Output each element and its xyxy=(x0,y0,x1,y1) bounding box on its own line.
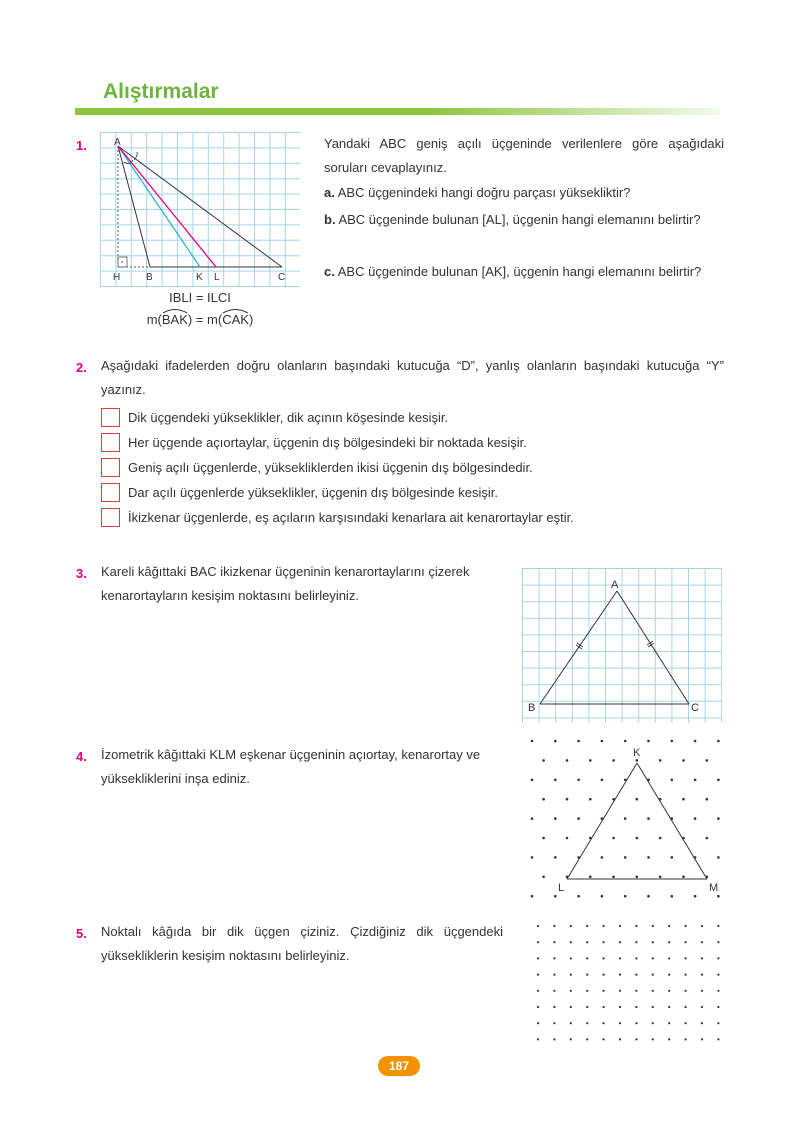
q5-number: 5. xyxy=(76,926,87,941)
q2-answer-box-3[interactable] xyxy=(101,458,120,477)
q3-grid-figure xyxy=(522,568,722,723)
q1-intro: Yandaki ABC geniş açılı üçgeninde verilenlere göre aşağıdaki soruları cevaplayınız. xyxy=(324,136,724,175)
q4-isometric-figure xyxy=(522,733,732,903)
q1-label-H: H xyxy=(113,272,121,283)
q2-statement-5: İkizkenar üçgenlerde, eş açıların karşısındaki kenarlara ait kenarortaylar eştir. xyxy=(128,510,574,525)
q4-text: İzometrik kâğıttaki KLM eşkenar üçgeninin açıortay, kenarortay ve yüksekliklerini inşa ediniz. xyxy=(101,747,481,786)
q3-text: Kareli kâğıttaki BAC ikizkenar üçgeninin kenarortaylarını çizerek kenarortayların kesişim noktasını belirleyiniz. xyxy=(101,564,470,603)
q5-dotted-paper[interactable] xyxy=(530,920,730,1050)
q4-number: 4. xyxy=(76,749,87,764)
q1-label-C: C xyxy=(278,272,286,283)
q3-label-B: B xyxy=(528,702,536,714)
q1-item-b: b. ABC üçgeninde bulunan [AL], üçgenin hangi elemanını belirtir? xyxy=(324,212,701,227)
q3-label-C: C xyxy=(691,702,699,714)
q1-side-AB xyxy=(118,146,150,267)
q2-statement-2: Her üçgende açıortaylar, üçgenin dış bölgesindeki bir noktada kesişir. xyxy=(128,435,527,450)
q3-grid-lines xyxy=(522,568,722,723)
page-number-badge: 187 xyxy=(378,1056,420,1076)
q1-label-B: B xyxy=(146,272,153,283)
q2-answer-box-1[interactable] xyxy=(101,408,120,427)
q2-answer-box-5[interactable] xyxy=(101,508,120,527)
q3-label-A: A xyxy=(611,579,619,591)
q4-label-M: M xyxy=(709,882,719,894)
q5-dots xyxy=(537,925,720,1041)
q1-median-AL xyxy=(118,146,216,267)
q1-grid-figure xyxy=(100,132,300,287)
q2-statement-3: Geniş açılı üçgenlerde, yüksekliklerden ikisi üçgenin dış bölgesindedir. xyxy=(128,460,533,475)
q1-label-L: L xyxy=(214,272,220,283)
q4-label-L: L xyxy=(558,882,565,894)
q1-angle-BAK: BAK xyxy=(161,312,188,327)
q3-side-AC xyxy=(617,591,689,704)
q2-number: 2. xyxy=(76,360,87,375)
q2-answer-box-2[interactable] xyxy=(101,433,120,452)
q1-label-A: A xyxy=(114,137,121,148)
q1-label-K: K xyxy=(196,272,203,283)
q2-statement-1: Dik üçgendeki yükseklikler, dik açının köşesinde kesişir. xyxy=(128,410,449,425)
q2-intro: Aşağıdaki ifadelerden doğru olanların başındaki kutucuğa “D”, yanlış olanların başındaki kutucuğa “Y” yazınız. xyxy=(101,358,724,397)
q3-equal-side-ticks xyxy=(576,641,654,649)
q1-item-a: a. ABC üçgenindeki hangi doğru parçası yüksekliktir? xyxy=(324,185,631,200)
q1-angle-CAK: CAK xyxy=(222,312,249,327)
q1-bisector-AK xyxy=(118,146,200,267)
page-title: Alıştırmalar xyxy=(103,80,219,103)
title-underline xyxy=(75,108,720,115)
q3-number: 3. xyxy=(76,566,87,581)
q1-item-c: c. ABC üçgeninde bulunan [AK], üçgenin hangi elemanını belirtir? xyxy=(324,264,702,279)
q1-caption-equal-lengths: IBLI = ILCI xyxy=(169,290,231,305)
q1-side-AC xyxy=(118,146,282,267)
q2-answer-box-4[interactable] xyxy=(101,483,120,502)
q1-number: 1. xyxy=(76,138,87,153)
q4-isometric-dots xyxy=(531,740,720,898)
q2-statement-4: Dar açılı üçgenlerde yükseklikler, üçgenin dış bölgesinde kesişir. xyxy=(128,485,498,500)
q1-caption-equal-angles: m( BAK) = m( CAK) xyxy=(100,312,300,327)
q4-label-K: K xyxy=(633,747,641,759)
q5-text: Noktalı kâğıda bir dik üçgen çiziniz. Çizdiğiniz dik üçgendeki yüksekliklerin kesişim noktasını belirleyiniz. xyxy=(101,924,503,963)
